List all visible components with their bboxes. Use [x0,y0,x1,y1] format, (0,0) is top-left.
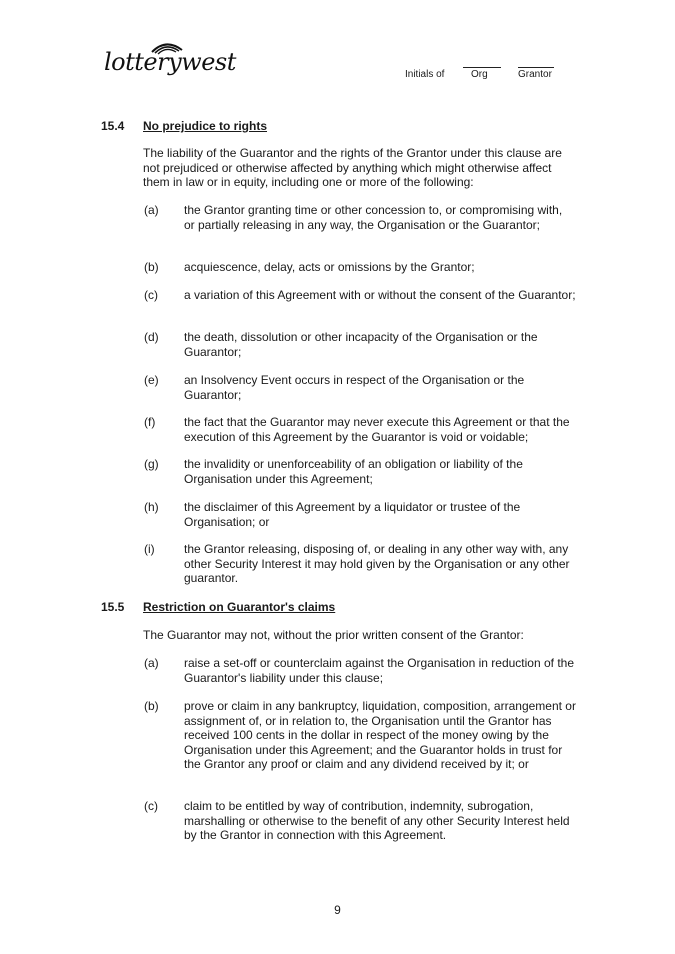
section-title: Restriction on Guarantor's claims [143,600,336,614]
list-item-text: the death, dissolution or other incapacity of the Organisation or the Guarantor; [184,330,538,359]
section-title: No prejudice to rights [143,119,268,133]
section-heading-15-4 [101,119,267,133]
list-item-label: (b) [144,699,159,713]
list-item-label: (b) [144,260,159,274]
section-number: 15.4 [101,119,125,133]
list-item-text: an Insolvency Event occurs in respect of the Organisation or the Guarantor; [184,373,525,402]
org-initials-label: Org [471,69,488,80]
page-number: 9 [334,903,341,917]
section-intro: The Guarantor may not, without the prior written consent of the Grantor: [143,628,524,642]
list-item-label: (e) [144,373,159,387]
logo-wordmark: lotterywest [104,48,236,76]
list-item-text: acquiescence, delay, acts or omissions by the Grantor; [184,260,475,274]
section-heading-15-5 [101,600,335,614]
list-item-text: the fact that the Guarantor may never execute this Agreement or that the execution of this Agreement by the Guarantor is void or voidable; [184,415,570,444]
list-item-text: raise a set-off or counterclaim against the Organisation in reduction of the Guarantor's liability under this clause; [184,656,574,685]
list-item-text: a variation of this Agreement with or without the consent of the Guarantor; [184,288,576,302]
section-intro: The liability of the Guarantor and the rights of the Grantor under this clause are not prejudiced or otherwise affected by anything which might otherwise affect them in law or in equity, including one or more of the following: [143,146,562,189]
list-item-text: prove or claim in any bankruptcy, liquidation, composition, arrangement or assignment of, or in relation to, the Organisation until the Grantor has received 100 cents in the dollar in respect of the money owing by the Organisation under this Agreement; and the Guarantor holds in trust for the Grantor any proof or claim and any dividend received by it; or [184,699,576,771]
list-item-text: the Grantor granting time or other concession to, or compromising with, or partially releasing in any way, the Organisation or the Guarantor; [184,203,563,232]
initials-block [405,64,565,84]
list-item-label: (a) [144,203,159,217]
list-item-label: (f) [144,415,156,429]
grantor-initials-line [518,67,554,68]
grantor-initials-label: Grantor [518,69,552,80]
list-item-text: the invalidity or unenforceability of an obligation or liability of the Organisation under this Agreement; [184,457,523,486]
list-item-label: (c) [144,288,158,302]
list-item-label: (g) [144,457,159,471]
lotterywest-logo [100,36,236,78]
list-item-text: the Grantor releasing, disposing of, or dealing in any other way with, any other Security Interest it may hold given by the Organisation or any other guarantor. [184,542,570,585]
list-item-label: (i) [144,542,155,556]
list-item-text: the disclaimer of this Agreement by a liquidator or trustee of the Organisation; or [184,500,521,529]
initials-label: Initials of [405,69,445,80]
list-item-label: (c) [144,799,158,813]
section-number: 15.5 [101,600,125,614]
list-item-label: (a) [144,656,159,670]
list-item-label: (h) [144,500,159,514]
org-initials-line [463,67,501,68]
list-item-label: (d) [144,330,159,344]
list-item-text: claim to be entitled by way of contribution, indemnity, subrogation, marshalling or otherwise to the benefit of any other Security Interest held by the Grantor in connection with this Agreement. [184,799,570,842]
